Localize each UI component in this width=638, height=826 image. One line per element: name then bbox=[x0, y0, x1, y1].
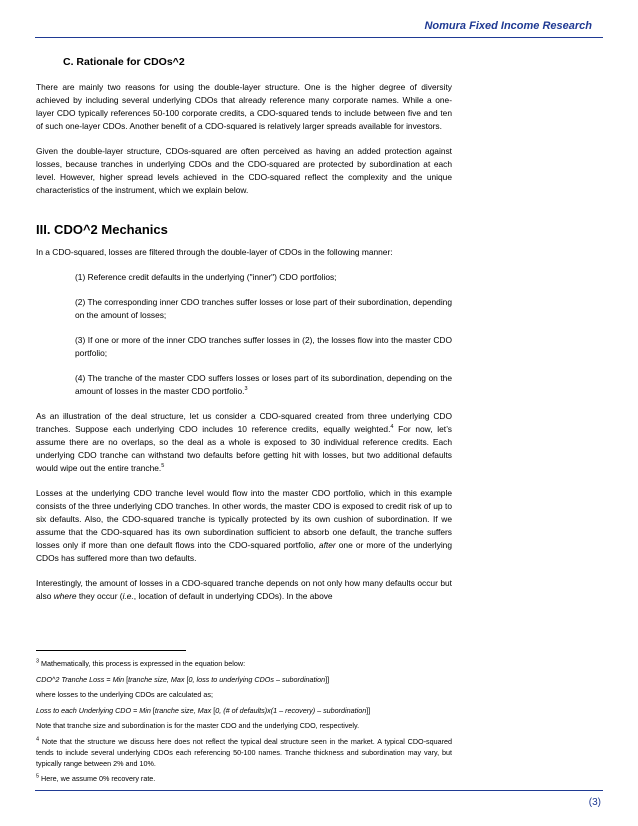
footnote-3-note: Note that tranche size and subordination is for the master CDO and the underlying CDO, respectively. bbox=[36, 721, 360, 730]
section-c-paragraph-2: Given the double-layer structure, CDOs-squared are often perceived as having an added protection against losses, because tranches in underlying CDOs and the CDO-squared are protected by subordination at each level. However, higher spread levels achieved in the CDO-squared reflect the complexity and the unique characteristics of the instrument, which we explain below. bbox=[36, 146, 452, 195]
equation-2: Loss to each Underlying CDO = Min [tranche size, Max [0, (# of defaults)x(1 – recovery) – subordination]] bbox=[36, 705, 371, 715]
list-item-4-text: (4) The tranche of the master CDO suffers losses or loses part of its subordination, depending on the amount of losses in the master CDO portfolio. bbox=[75, 373, 452, 396]
section-iii-heading: III. CDO^2 Mechanics bbox=[36, 222, 168, 237]
equation-1: CDO^2 Tranche Loss = Min [tranche size, Max [0, loss to underlying CDOs – subordination]] bbox=[36, 674, 330, 684]
footnote-ref-3[interactable]: 3 bbox=[244, 386, 248, 393]
main-body bbox=[36, 52, 452, 603]
page-number: (3) bbox=[588, 797, 601, 808]
section-c-heading: C. Rationale for CDOs^2 bbox=[63, 56, 185, 68]
footnote-4: $^4$ Note that the structure we discuss here does not reflect the typical deal structure seen in the market. A typical CDO-squared tends to include several underlying CDOs each referencing 50-100 names. Tranche thickness and subordination may vary, but typically range between 2% and 10%. bbox=[36, 736, 452, 768]
footnote-3: $^3$ Mathematically, this process is expressed in the equation below: bbox=[36, 658, 246, 668]
footnote-ref-5[interactable]: 5 bbox=[161, 463, 165, 470]
footnote-separator bbox=[36, 650, 186, 651]
illustration-paragraph: As an illustration of the deal structure, let us consider a CDO-squared created from three underlying CDO tranches. Suppose each underlying CDO includes 10 reference credits, equally weighted.$^4$ For now, let’s assume there are no overlaps, so the deal as a whole is exposed to 30 individual reference credits. Each underlying CDO tranche can withstand two defaults before getting hit with losses, but two additional defaults would wipe out the entire tranche.$^5$ bbox=[36, 411, 452, 473]
footnotes bbox=[36, 658, 452, 789]
footnote-5: $^5$ Here, we assume 0% recovery rate. bbox=[36, 773, 156, 783]
list-item-3: (3) If one or more of the inner CDO tranches suffer losses in (2), the losses flow into the master CDO portfolio; bbox=[75, 335, 452, 358]
equation-note: where losses to the underlying CDOs are calculated as; bbox=[36, 690, 213, 699]
section-c-paragraph-1: There are mainly two reasons for using the double-layer structure. One is the higher degree of diversity achieved by including several underlying CDOs that already reference many corporate names. While a one-layer CDO typically references 50-100 corporate credits, a CDO-squared tends to include between five and ten of such one-layer CDOs. Another benefit of a CDO-squared is relatively larger spreads available for investors. bbox=[36, 82, 452, 131]
list-item-4 bbox=[75, 372, 452, 398]
running-header: Nomura Fixed Income Research bbox=[424, 20, 592, 32]
footnote-ref-4[interactable]: 4 bbox=[390, 424, 394, 431]
header-rule bbox=[35, 37, 603, 38]
footer-rule bbox=[35, 790, 603, 791]
section-iii-intro: In a CDO-squared, losses are filtered through the double-layer of CDOs in the following manner: bbox=[36, 247, 393, 257]
list-item-2: (2) The corresponding inner CDO tranches suffer losses or lose part of their subordination, depending on the amount of losses; bbox=[75, 297, 452, 320]
losses-paragraph: Losses at the underlying CDO tranche level would flow into the master CDO portfolio, which in this example consists of the three underlying CDO tranches. In other words, the master CDO is exposed to credit risk of up to six defaults. Also, the CDO-squared tranche is typically protected by its own cushion of subordination. If we assume that the CDO-squared has its own subordination sufficient to absorb one default, the tranche suffers losses only if more than one default flows into the CDO-squared portfolio, after one or more of the underlying CDOs has suffered more than two defaults. bbox=[36, 488, 452, 563]
list-item-1: (1) Reference credit defaults in the underlying ("inner") CDO portfolios; bbox=[75, 272, 337, 282]
interestingly-paragraph: Interestingly, the amount of losses in a CDO-squared tranche depends on not only how many defaults occur but also where they occur (i.e., location of default in underlying CDOs). In the above bbox=[36, 578, 452, 601]
